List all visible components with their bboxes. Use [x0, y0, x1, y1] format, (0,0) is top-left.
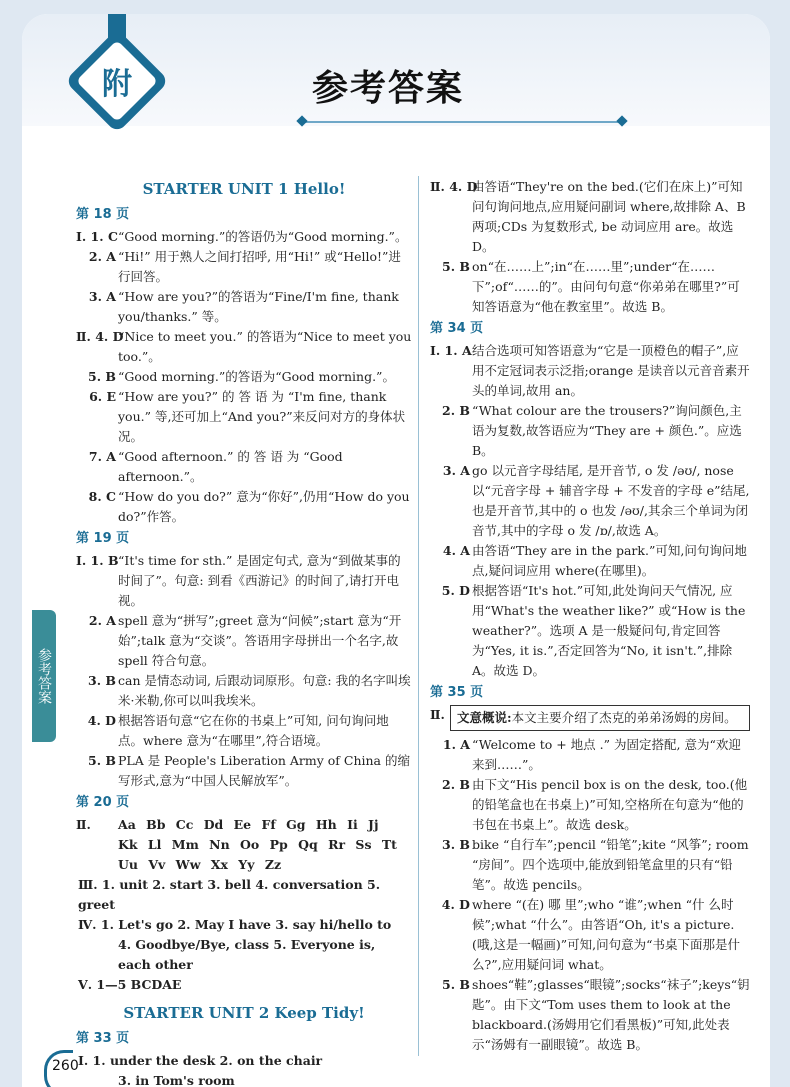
answer-text: “Good morning.”的答语仍为“Good morning.”。	[118, 229, 408, 244]
answer-number: 2. A	[88, 249, 116, 264]
answer-line: Ⅳ. 1. Let's go 2. May I have 3. say hi/hello to	[78, 917, 392, 932]
answer-number: Ⅱ.	[76, 817, 91, 832]
answer-number: 5. B	[442, 259, 470, 274]
answer-item	[76, 247, 412, 287]
page-label: 第 35 页	[430, 685, 484, 700]
answer-line: 4. Goodbye/Bye, class 5. Everyone is, each other	[118, 937, 376, 972]
answer-item	[76, 387, 412, 447]
answer-number: 8. C	[88, 489, 116, 504]
answer-text: “How do you do?” 意为“你好”,仍用“How do you do?”作答。	[118, 489, 410, 524]
alphabet-line: Kk Ll Mm Nn Oo Pp Qq Rr Ss Tt	[118, 837, 397, 852]
answer-item	[430, 177, 750, 257]
answer-item	[76, 327, 412, 367]
answer-item	[76, 815, 412, 835]
answer-line: Ⅴ. 1—5 BCDAE	[78, 977, 182, 992]
answer-text: where “(在) 哪 里”;who “谁”;when “什 么时候”;what “什么”。由答语“Oh, it's a picture.(哦,这是一幅画)”可知,问句意为“书桌下面那是什么?”,应用疑问词 what。	[472, 897, 740, 972]
answer-text: shoes“鞋”;glasses“眼镜”;socks“袜子”;keys“钥匙”。由下文“Tom uses them to look at the blackboard.(汤姆用它们看黑板)”可知,此处表示“汤姆有一副眼镜”。故选 B。	[472, 977, 750, 1052]
answer-number: 3. B	[88, 673, 116, 688]
answer-item	[76, 287, 412, 327]
answer-item	[430, 541, 750, 581]
answer-line: Ⅲ. 1. unit 2. start 3. bell 4. conversation 5. greet	[78, 877, 381, 912]
answer-text: 根据答语“It's hot.”可知,此处询问天气情况, 应 用“What's the weather like?” 或“How is the weather?”。选项 A 是一般疑问句,肯定回答为“Yes, it is.”,否定回答为“No, it isn't.”,排除 A。故选 D。	[472, 583, 746, 678]
unit-heading: STARTER UNIT 2 Keep Tidy!	[123, 1004, 365, 1022]
answer-number: Ⅱ. 4. D	[430, 179, 478, 194]
answer-number: 6. E	[89, 389, 116, 404]
answer-item	[76, 611, 412, 671]
summary-box	[450, 705, 750, 731]
answer-text: can 是情态动词, 后跟动词原形。句意: 我的名字叫埃米·米勒,你可以叫我埃米。	[118, 673, 411, 708]
answer-number: Ⅱ.	[430, 707, 445, 722]
summary-block	[430, 705, 750, 731]
page-label: 第 33 页	[76, 1031, 130, 1046]
alphabet-line: Aa Bb Cc Dd Ee Ff Gg Hh Ii Jj	[118, 817, 379, 832]
answer-number: 5. D	[441, 583, 470, 598]
answer-number: 3. A	[88, 289, 116, 304]
page-label: 第 18 页	[76, 207, 130, 222]
answer-text: “Hi!” 用于熟人之间打招呼, 用“Hi!” 或“Hello!”进行回答。	[118, 249, 401, 284]
answer-number: 4. D	[441, 897, 470, 912]
page-label: 第 34 页	[430, 321, 484, 336]
answer-text: “Good afternoon.” 的 答 语 为 “Good afternoon.”。	[118, 449, 343, 484]
answer-number: 5. B	[88, 369, 116, 384]
answer-item	[430, 461, 750, 541]
answer-number: 7. A	[88, 449, 116, 464]
page-number: 260	[52, 1058, 79, 1074]
answer-number: Ⅰ. 1. A	[430, 343, 472, 358]
answer-text: “Welcome to + 地点 .” 为固定搭配, 意为“欢迎来到……”。	[472, 737, 741, 772]
answer-item	[430, 835, 750, 895]
answer-text: go 以元音字母结尾, 是开音节, o 发 /əʊ/, nose 以“元音字母 + 辅音字母 + 不发音的字母 e”结尾,也是开音节,其中的 o 也发 /əʊ/,其余三个单词为闭音节,其中的字母 o 发 /ɒ/,故选 A。	[472, 463, 750, 538]
appendix-badge-text: 附	[102, 67, 132, 102]
answer-text: 由下文“His pencil box is on the desk, too.(他的铅笔盒也在书桌上)”可知,空格所在句意为“他的书包在书桌上”。故选 desk。	[472, 777, 748, 832]
answer-number: 2. B	[442, 403, 470, 418]
answer-text: “What colour are the trousers?”询问颜色,主语为复数,故答语应为“They are + 颜色.”。应选 B。	[472, 403, 742, 458]
answer-item	[430, 401, 750, 461]
answer-item	[76, 751, 412, 791]
answer-number: 5. B	[88, 753, 116, 768]
answer-text: PLA 是 People's Liberation Army of China 的缩写形式,意为“中国人民解放军”。	[118, 753, 410, 788]
answer-item	[430, 975, 750, 1055]
answer-number: 1. A	[442, 737, 470, 752]
answer-line: 3. in Tom's room	[118, 1073, 235, 1087]
column-rule	[418, 176, 419, 1056]
summary-label: 文意概说:	[457, 710, 512, 725]
answer-number: 2. B	[442, 777, 470, 792]
answer-text: spell 意为“拼写”;greet 意为“问候”;start 意为“开始”;talk 意为“交谈”。答语用字母拼出一个名字,故 spell 符合句意。	[118, 613, 402, 668]
alphabet-line: Uu Vv Ww Xx Yy Zz	[118, 857, 282, 872]
answer-line: Ⅰ. 1. under the desk 2. on the chair	[78, 1053, 323, 1068]
answer-text: bike “自行车”;pencil “铅笔”;kite “风筝”; room “房间”。四个选项中,能放到铅笔盒里的只有“铅笔”。故选 pencils。	[472, 837, 749, 892]
answer-text: “It's time for sth.” 是固定句式, 意为“到做某事的时间了”。句意: 到看《西游记》的时间了,请打开电视。	[118, 553, 401, 608]
answer-item	[76, 711, 412, 751]
answer-number: 4. A	[442, 543, 470, 558]
answer-number: 2. A	[88, 613, 116, 628]
answer-number: 3. A	[442, 463, 470, 478]
answer-text: on“在……上”;in“在……里”;under“在……下”;of“……的”。由问句句意“你弟弟在哪里?”可知答语意为“他在教室里”。故选 B。	[472, 259, 740, 314]
answer-item	[430, 257, 750, 317]
answer-text: 根据答语句意“它在你的书桌上”可知, 问句询问地点。where 意为“在哪里”,符合语境。	[118, 713, 389, 748]
answer-text: 由答语“They are in the park.”可知,问句询问地点,疑问词应用 where(在哪里)。	[472, 543, 747, 578]
answer-text: “Nice to meet you.” 的答语为“Nice to meet you too.”。	[118, 329, 412, 364]
answer-text: 结合选项可知答语意为“它是一顶橙色的帽子”,应用不定冠词表示泛指;orange 是读音以元音音素开头的单词,故用 an。	[472, 343, 750, 398]
answer-item	[76, 447, 412, 487]
answer-page	[22, 14, 770, 1087]
answer-item	[76, 227, 412, 247]
answer-text: “How are you?”的答语为“Fine/I'm fine, thank you/thanks.” 等。	[118, 289, 399, 324]
title-divider	[302, 121, 622, 123]
answer-number: Ⅰ. 1. C	[76, 229, 118, 244]
answer-number: 4. D	[87, 713, 116, 728]
summary-text: 本文主要介绍了杰克的弟弟汤姆的房间。	[511, 710, 737, 725]
page-label: 第 20 页	[76, 795, 130, 810]
side-tab: 参考答案	[32, 610, 56, 742]
answer-text: “Good morning.”的答语为“Good morning.”。	[118, 369, 395, 384]
answer-item	[76, 551, 412, 611]
answer-number: Ⅰ. 1. B	[76, 553, 119, 568]
left-column	[76, 177, 412, 1087]
answer-item	[76, 487, 412, 527]
answer-item	[430, 341, 750, 401]
answer-item	[430, 775, 750, 835]
answer-item	[430, 581, 750, 681]
right-column	[430, 177, 750, 1055]
answer-number: 3. B	[442, 837, 470, 852]
unit-heading: STARTER UNIT 1 Hello!	[142, 180, 346, 198]
page-title: 参考答案	[312, 68, 465, 109]
answer-text: “How are you?” 的 答 语 为 “I'm fine, thank you.” 等,还可加上“And you?”来反问对方的身体状况。	[118, 389, 406, 444]
answer-text: 由答语“They're on the bed.(它们在床上)”可知问句询问地点,应用疑问副词 where,故排除 A、B 两项;CDs 为复数形式, be 动词应用 are。故选 D。	[472, 179, 746, 254]
answer-item	[430, 735, 750, 775]
answer-number: Ⅱ. 4. D	[76, 329, 124, 344]
answer-item	[430, 895, 750, 975]
answer-item	[76, 367, 412, 387]
answer-item	[76, 671, 412, 711]
page-label: 第 19 页	[76, 531, 130, 546]
answer-number: 5. B	[442, 977, 470, 992]
